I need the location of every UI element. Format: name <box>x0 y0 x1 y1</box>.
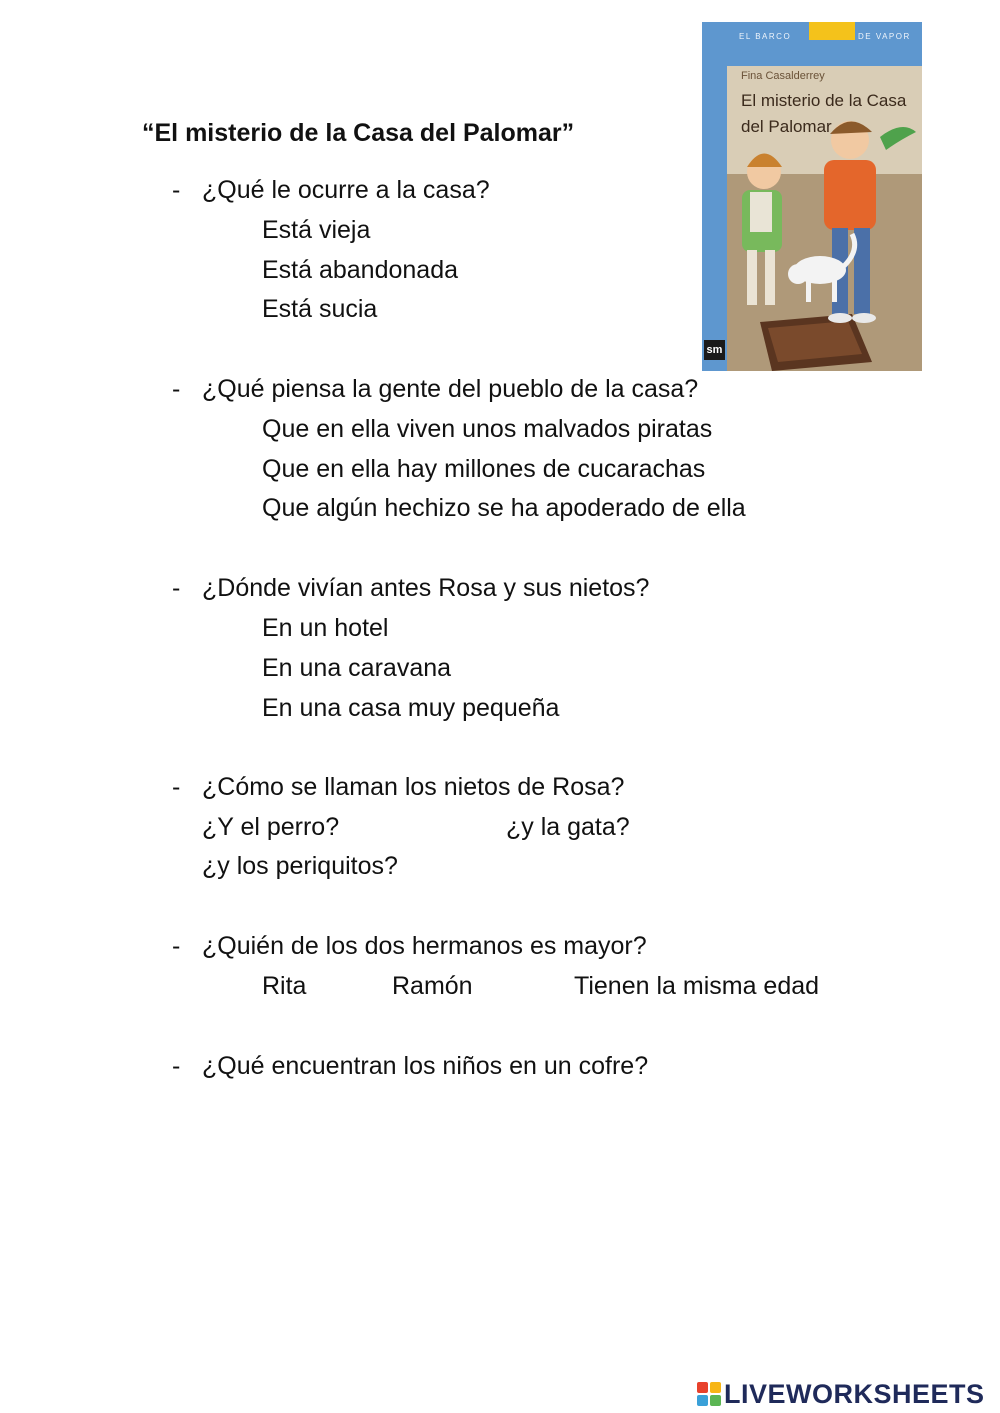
answer-option[interactable]: En un hotel <box>262 614 389 642</box>
logo-square <box>697 1382 708 1393</box>
question-text: ¿Cómo se llaman los nietos de Rosa? <box>202 773 625 801</box>
sub-question: ¿Y el perro? <box>202 813 340 841</box>
question-4 <box>172 773 624 802</box>
question-6 <box>172 1052 648 1081</box>
cover-author: Fina Casalderrey <box>741 70 825 82</box>
question-text: ¿Qué piensa la gente del pueblo de la casa? <box>202 375 699 403</box>
answer-option[interactable]: En una caravana <box>262 654 452 682</box>
bullet-dash: - <box>172 574 181 602</box>
bullet-dash: - <box>172 773 181 801</box>
liveworksheets-brand[interactable] <box>697 1378 985 1410</box>
question-text: ¿Quién de los dos hermanos es mayor? <box>202 932 647 960</box>
question-text: ¿Qué le ocurre a la casa? <box>202 176 490 204</box>
brand-name: LIVEWORKSHEETS <box>724 1378 985 1409</box>
answer-option[interactable]: Está vieja <box>262 216 371 244</box>
bullet-dash: - <box>172 176 181 204</box>
cover-series-left: EL BARCO <box>739 32 792 41</box>
liveworksheets-logo-icon <box>697 1382 721 1406</box>
answer-option[interactable]: Que en ella hay millones de cucarachas <box>262 455 706 483</box>
sub-question: ¿y la gata? <box>506 813 630 841</box>
question-2 <box>172 375 698 404</box>
sub-question: ¿y los periquitos? <box>202 852 398 880</box>
answer-option[interactable]: Rita <box>262 972 307 1000</box>
answer-option[interactable]: Está abandonada <box>262 256 459 284</box>
logo-square <box>697 1395 708 1406</box>
answer-option[interactable]: Que algún hechizo se ha apoderado de ella <box>262 494 746 522</box>
cover-title: El misterio de la Casa del Palomar <box>741 91 907 136</box>
answer-option[interactable]: En una casa muy pequeña <box>262 694 560 722</box>
logo-square <box>710 1382 721 1393</box>
question-text: ¿Qué encuentran los niños en un cofre? <box>202 1052 649 1080</box>
answer-option[interactable]: Que en ella viven unos malvados piratas <box>262 415 713 443</box>
book-cover <box>702 22 922 371</box>
question-5 <box>172 932 647 961</box>
logo-square <box>710 1395 721 1406</box>
answer-option[interactable]: Está sucia <box>262 295 378 323</box>
question-3 <box>172 574 649 603</box>
question-text: ¿Dónde vivían antes Rosa y sus nietos? <box>202 574 650 602</box>
cover-series-right: DE VAPOR <box>858 32 911 41</box>
bullet-dash: - <box>172 932 181 960</box>
worksheet-title: “El misterio de la Casa del Palomar” <box>142 119 575 147</box>
cover-illustration <box>702 22 922 371</box>
publisher-logo: sm <box>704 340 725 360</box>
bullet-dash: - <box>172 375 181 403</box>
bullet-dash: - <box>172 1052 181 1080</box>
answer-option[interactable]: Ramón <box>392 972 473 1000</box>
answer-option[interactable]: Tienen la misma edad <box>574 972 820 1000</box>
question-1 <box>172 176 490 205</box>
